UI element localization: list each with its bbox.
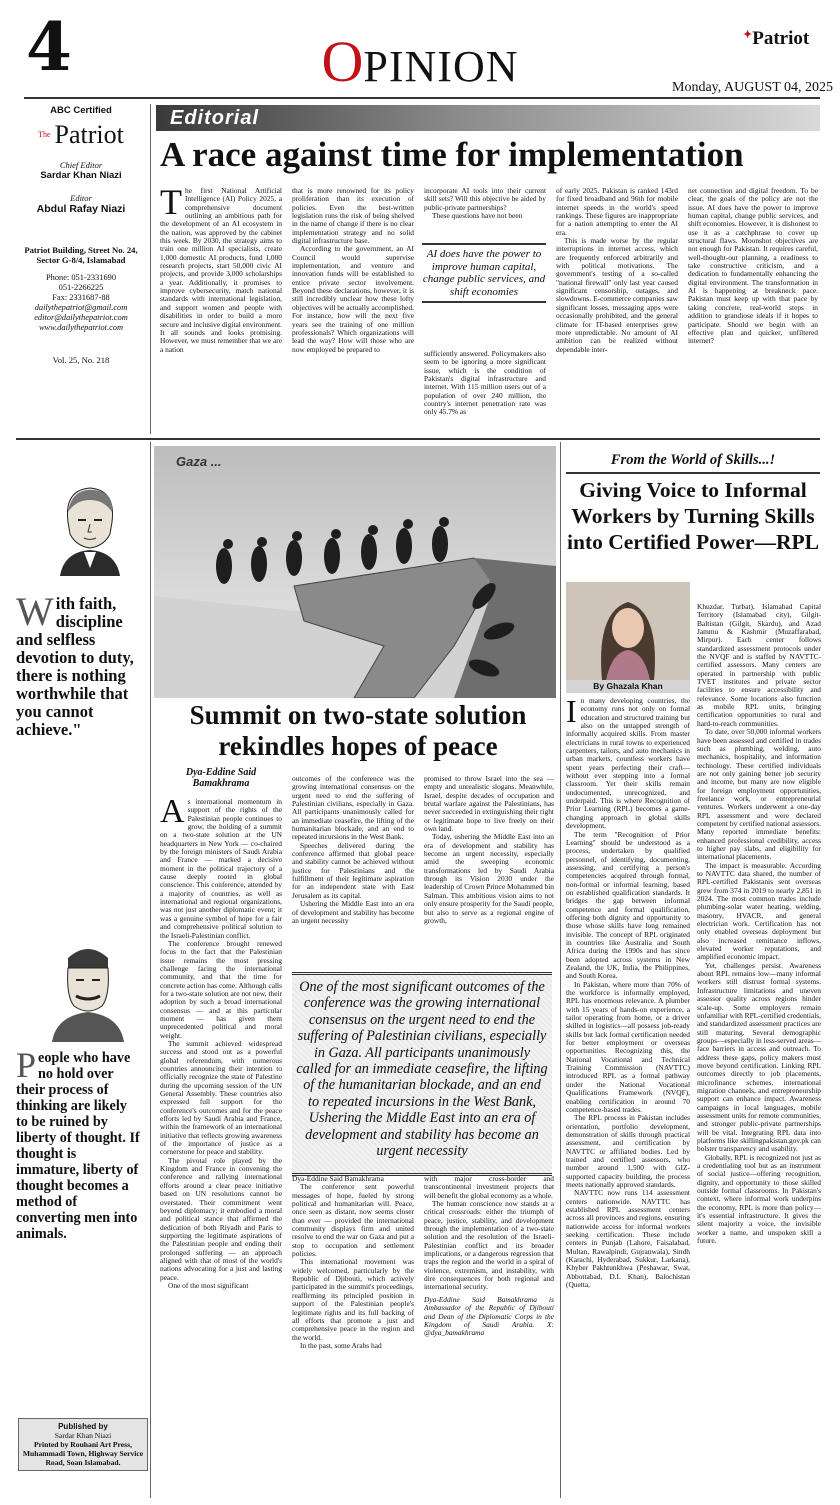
contact-line: Fax: 2331687-88 [52,293,110,302]
article-paragraph: Speeches delivered during the conference affirmed that global peace and stability cannot be achieved without justice for Palestinians and the fulfillment of their legitimate aspiration for an independent state with East Jerusalem as its capital. [292,840,414,900]
volume-info: Vol. 25, No. 218 [52,355,110,365]
article-paragraph: that is more renowned for its policy proliferation than its execution of policies. Even the best-written legislation runs the risk of being shelved in the name of change if there is no clear implementation strategy and no solid digital infrastructure base. [292,186,414,246]
masthead-logo-name: Patriot [54,120,124,149]
abc-certified: ABC Certified [50,105,112,116]
quote-jinnah [16,589,140,739]
publisher-name: Sardar Khan Niazi [54,1431,112,1440]
quote-initial: W [16,589,54,634]
skills-byline: By Ghazala Khan [566,680,690,693]
office-address [16,245,146,265]
article-paragraph: The RPL process in Pakistan includes orientation, portfolio development, demonstration of skills through practical assessment, and certification by NAVTTC or affiliated bodies. Led by trained and certified assessors, who number around 1,500 with GIZ-supported capacity building, the process meets nationally approved standards. [566,1113,690,1189]
article-paragraph: NAVTTC now runs 114 assessment centers nationwide. NAVTTC has established RPL assessment centers across all provinces and regions, ensuring nationwide access for informal workers seeking certification. These include centers in Punjab (Lahore, Faisalabad, Multan, Rawalpindi, Gujranwala), Sindh (Karachi, Hyderabad, Sukkur, Larkana), Khyber Pakhtunkhwa (Peshawar, Swat, Abbottabad, D.I. Khan), Balochistan (Quetta, [566,1188,690,1290]
contact-line: 051-2266225 [58,283,104,292]
cartoon-caption: Gaza ... [176,454,222,469]
article-paragraph: The pivotal role played by the Kingdom and France in convening the conference and rallying international efforts around a clear peace initiative based on UN resolutions cannot be overstated. Their commitment went beyond diplomacy; it embodied a moral and political stance that affirmed the dedication of both Riyadh and Paris to supporting the legitimate aspirations of the Palestinian people and ending their prolonged suffering — an approach aligned with that of most of the world's nations advocating for a just and lasting peace. [160,1155,282,1282]
article-paragraph: The conference sent powerful messages of hope, fueled by strong political and humanitarian will. Peace, once seen as distant, now seems closer than ever — provided the international community displays firm and united resolve to end the war on Gaza and put a stop to occupation and settlement policies. [292,1182,414,1259]
summit-column-3 [424,775,554,925]
article-paragraph: sufficiently answered. Policymakers also seem to be ignoring a more significant issue, which is the condition of Pakistan's digital infrastructure and internet. With 115 million users out of a population of over 240 million, the country's internet penetration rate was only 45.7% as [424,349,546,417]
paper-logo-mark: ✦ [743,29,753,41]
quote-iqbal [16,1045,142,1242]
quote-initial: P [16,1045,37,1085]
article-paragraph: of early 2025. Pakistan is ranked 143rd for fixed broadband and 96th for mobile internet speeds in the world's speed rankings. These figures are inappropriate for a nation attempting to enter the AI era. [556,186,678,237]
center-divider [560,442,561,1498]
summit-headline: Summit on two-state solution rekindles hopes of peace [189,700,527,761]
contact-line: dailythepatriot@gmail.com [34,303,128,312]
article-paragraph: In Pakistan, where more than 70% of the workforce is informally employed, RPL has enormous relevance. A plumber with 15 years of hands-on experience, a tailor operating from home, or a driver skilled in logistics—all possess job-ready skills but lack formal certification needed for better employment or overseas opportunities. Recognizing this, the National Vocational and Technical Training Commission (NAVTTC) introduced RPL as a formal pathway under the National Vocational Qualifications Framework (NVQF), enabling certification in around 70 competence-based trades. [566,979,690,1114]
editorial-column-3 [424,187,546,220]
editorial-column-5 [688,187,818,346]
quote-text: ith faith, discipline and selfless devotion to duty, there is nothing worthwhile that you cannot achieve." [16,594,134,739]
skills-kicker: From the World of Skills...! [566,452,820,474]
summit-byline: Dya-Eddine Said Bamakhrama [185,767,257,789]
author-photo [566,582,690,680]
summit-column-2 [292,775,414,925]
masthead-logo [16,122,146,152]
article-paragraph: To date, over 50,000 informal workers have been assessed and certified in trades such as plumbing, welding, auto mechanics, hospitality, and information technology. These certified individuals are not only gaining better job security and income, but many are now eligible for foreign employment opportunities, freelance work, or entrepreneurial ventures. Workers underwent a one-day RPL assessment and were declared competent by certified national assessors. Many reported immediate benefits: enhanced professional credibility, access to higher pay slabs, and eligibility for international placements. [697,727,821,862]
article-paragraph: he first National Artificial Intelligence (AI) Policy 2025, a comprehensive document outlining an ambitious path for the development of an AI ecosystem in the nation, was approved by the cabinet this week. By 2030, the strategy aims to train one million AI specialists, create 1,000 domestic AI products, fund 1,000 research projects, start 50,000 civic AI projects, and provide 3,000 scholarships a year. Additionally, it promises to improve cybersecurity, match national standards with international legislation, and support women and people with disabilities in order to build a more secure and inclusive digital environment. It all sounds and looks promising. However, we must remember that we are a nation [160,186,282,354]
editorial-pull-quote: AI does have the power to improve human capital, change public services, and shift economies [422,243,546,303]
article-paragraph: According to the government, an AI Council would supervise implementation, and venture and innovation funds will be established to entice private sector involvement. Beyond these declarations, however, it is still incredibly unclear how these lofty objectives will be actually accomplished. For instance, how will the next five years see the training of one million professionals? Which organizations will lead the way? How will those who are now employed be prepared to [292,244,414,354]
editorial-column-2 [292,187,414,354]
address-line: Patriot Building, Street No. 24, [24,245,138,255]
skills-column-1 [566,693,690,1290]
article-paragraph: Dya-Eddine Said Bamakhrama [292,1174,384,1183]
editorial-column-3-cont [424,350,546,417]
contact-line: editor@dailythepatriot.com [34,313,128,322]
editorial-column-4 [556,187,678,354]
section-title-cap: O [321,29,364,94]
article-paragraph: Khuzdar, Turbat), Islamabad Capital Territory (Islamabad city), Gilgit-Baltistan (Gilgit, Skardu), and Azad Jammu & Kashmir (Muzaffarabad, Mirpur). Each center follows standardized assessment protocols under the NVQF and is staffed by NAVTTC-certified assessors. Many centers are operated in partnership with public TVET institutes and private sector facilities to ensure accessibility and relevance. Some locations also function as mobile RPL units, bringing certification opportunities to rural and hard-to-reach communities. [697,602,821,728]
paper-logo-small [743,28,809,50]
article-paragraph: promised to throw Israel into the sea — empty and unrealistic slogans. Meanwhile, Israel, despite decades of occupation and brutal warfare against the Palestinians, has never succeeded in extinguishing their right or legitimate hope to live freely on their own land. [424,774,554,834]
summit-column-1 [160,793,282,1290]
article-paragraph: The summit achieved widespread success and stood out as a powerful global referendum, with numerous countries announcing their intention to officially recognize the state of Palestine during the upcoming session of the UN General Assembly. These countries also expressed full support for the conference's outcomes and for the peace efforts led by Saudi Arabia and France, within the framework of an international initiative that reflects growing awareness of the importance of justice as a cornerstone for peace and stability. [160,1038,282,1157]
page-number: 4 [26,8,72,86]
portrait-iqbal [48,940,128,1042]
editorial-headline: A race against time for implementation [160,135,744,174]
article-paragraph: Yet, challenges persist. Awareness about RPL remains low—many informal workers still distrust formal systems. Infrastructure limitations and uneven assessor quality across regions hinder scale-up. Some employers remain unfamiliar with RPL-certified credentials, and standardized assessment practices are still maturing. Several demographic groups—especially in less-served areas—face barriers in access and outreach. To address these gaps, policy makers must move beyond certification. Linking RPL outcomes directly to job placements, microfinance schemes, international migration channels, and entrepreneurship support can enhance impact. Awareness campaigns in local languages, mobile assessment units for remote communities, and stronger public-private partnerships will be vital. Integrating RPL data into platforms like skillingpakistan.gov.pk can bolster transparency and usability. [697,960,821,1154]
article-paragraph: with major cross-border and transcontinental investment projects that will benefit the global economy as a whole. [424,1174,554,1200]
article-paragraph: In the past, some Arabs had [300,1340,382,1350]
article-paragraph: net connection and digital freedom. To be clear, the goals of the policy are not the issue. AI does have the power to improve human capital, change public services, and shift economies. However, it is dishonest to use it as a catchphrase to cover up structural flaws. Moonshot objectives are not enough for Pakistan. It requires careful, well-thought-out planning, a readiness to take constructive criticism, and a dedication to fundamentally enhancing the digital environment. The transformation in AI is happening at breakneck pace. Pakistan must keep up with that pace by taking concrete, real-world steps in addition to grandiose ideals if it hopes to participate. Should we begin with an effective plan and quicker, unfiltered internet? [688,186,818,346]
issue-date: Monday, AUGUST 04, 2025 [672,80,834,95]
article-paragraph: Ushering the Middle East into an era of development and stability has become an urgent necessity [292,899,414,925]
chief-editor-label: Chief Editor [59,160,103,170]
masthead [16,105,146,365]
article-paragraph: The term "Recognition of Prior Learning" should be understood as a process, undertaken by qualified personnel, of identifying, documenting, assessing, and certifying a person's competencies acquired through formal, non-formal or informal learning, based on established qualification standards. It bridges the gap between informal competence and formal qualification, offering both dignity and opportunity to those whose skills have long remained invisible. The concept of RPL originated in countries like Australia and South Africa during the 1990s and has since been adopted across systems in New Zealand, the UK, India, the Philippines, and South Korea. [566,829,690,981]
editor-name: Abdul Rafay Niazi [36,203,126,215]
left-column-divider [150,442,151,1498]
article-paragraph: This is made worse by the regular interruptions in internet access, which are frequently enforced arbitrarily and with political motivations. The government's testing of a so-called "national firewall" only last year caused significant censorship, outages, and slowdowns. E-commerce companies saw significant losses, messaging apps were occasionally prohibited, and the general climate for IT-based enterprises grew more unpredictable. No amount of AI ambition can be realized without dependable inter- [556,236,678,354]
chief-editor-name: Sardar Khan Niazi [40,170,122,181]
article-paragraph: The impact is measurable. According to NAVTTC data shared, the number of RPL-certified Pakistanis sent overseas grew from 374 in 2019 to nearly 2,851 in 2024. The most common trades include plumbing-solar water heating, welding, masonry, HVACR, and general electrician work. Certification has not only enabled overseas deployment but also increased remittance inflows, elevated worker reputations, and amplified economic impact. [697,860,821,962]
article-paragraph: The human conscience now stands at a critical crossroads: either the triumph of peace, justice, stability, and development through the implementation of a two-state solution and the resolution of the Israeli-Palestinian conflict and its broader implications, or a dangerous regression that traps the region and the world in a spiral of violence, extremism, and instability, with dire consequences for both regional and international security. [424,1199,554,1292]
drop-cap: A [160,793,185,830]
article-paragraph: outcomes of the conference was the growing international consensus on the urgent need to end the suffering of Palestinian civilians, especially in Gaza. All participants unanimously called for an immediate ceasefire, the lifting of the humanitarian blockade, and an end to repeated incursions in the West Bank. [292,774,414,842]
publisher-label: Published by [58,1422,108,1431]
article-paragraph: This international movement was widely welcomed, particularly by the Republic of Djibouti, which actively participated in the summit's proceedings, reaffirming its principled position in support of the Palestinian people's legitimate rights and its full backing of all efforts that promote a just and comprehensive peace in the region and the world. [292,1257,414,1342]
author-note: Dya-Eddine Said Bamakhrama is Ambassador of the Republic of Djibouti and Dean of the Diplomatic Corps in the Kingdom of Saudi Arabia. X: @dya_bamakhrama [424,1294,554,1338]
editorial-label: Editorial [170,107,260,129]
publisher-box [18,1418,148,1471]
paper-logo-text: Patriot [752,28,810,49]
article-paragraph: One of the most significant [168,1280,249,1290]
article-paragraph: These questions have not been [432,211,523,221]
masthead-logo-small: The [38,130,51,139]
cartoon-gaza [154,446,556,698]
article-paragraph: incorporate AI tools into their current skill sets? Will this objective be aided by public-private partnerships? [424,186,546,212]
contact-line: Phone: 051-2331690 [45,273,117,282]
summit-column-3-cont [424,1175,554,1338]
header-rule [24,97,820,99]
article-paragraph: s international momentum in support of the rights of the Palestinian people continues to grow, the holding of a summit on a two-state solution at the UN headquarters in New York — co-chaired by the foreign ministers of Saudi Arabia and France — marked a decisive moment in the political trajectory of a cause deeply rooted in global conscience. This conference, attended by a majority of countries, as well as international and regional organizations, was not just another diplomatic event; it was a genuine symbol of hope for a fair and comprehensive political solution to the Israeli-Palestinian conflict. [160,797,282,940]
contact-info [16,273,146,333]
address-line: Sector G-8/4, Islamabad [36,255,126,265]
portrait-jinnah [54,482,126,576]
editorial-column-1 [160,182,282,354]
summit-pull-quote: One of the most significant outcomes of the conference was the growing international consensus on the urgent need to end the suffering of Palestinian civilians, especially in Gaza. All participants unanimously called for an immediate ceasefire, the lifting of the humanitarian blockade, and an end to repeated incursions in the West Bank, Ushering the Middle East into an era of development and stability has become an urgent necessity [292,972,552,1176]
skills-headline: Giving Voice to Informal Workers by Turning Skills into Certified Power—RPL [567,478,819,554]
article-paragraph: n many developing countries, the economy runs not only on formal education and structured training but also on the untapped strength of informally acquired skills. From master electricians in rural towns to experienced carpenters, tailors, and auto mechanics in urban markets, countless workers have spent years perfecting their craft—without ever stepping into a formal classroom. Yet their skills remain undocumented, unrecognized, and underpaid. This is where Recognition of Prior Learning (RPL) becomes a game-changing approach in global skills development. [566,696,690,831]
skills-column-2 [697,603,821,1245]
contact-line: www.dailythepatriot.com [38,323,124,332]
summit-column-2-cont [292,1175,414,1350]
section-title-rest: PINION [363,42,519,91]
section-rule [16,438,820,440]
quote-text: eople who have no hold over their process of thinking are likely to be ruined by liberty of thought. If thought is immature, liberty of thought becomes a method of converting men into animals. [16,1050,140,1242]
article-paragraph: Today, ushering the Middle East into an era of development and stability has become an urgent necessity, especially amid the sweeping economic transformations led by Saudi Arabia through its Vision 2030 under the leadership of Crown Prince Mohammed bin Salman. This ambitious vision aims to not only ensure prosperity for the Saudi people, but also to serve as a regional engine of growth, [424,832,554,925]
article-paragraph: The conference brought renewed focus to the fact that the Palestinian issue remains the most pressing challenge facing the international community, and that the time for concrete action has come. Although calls for a two-state solution are not new, their adoption by such a broad international consensus — and at this particular moment — has given them unprecedented political and moral weight. [160,938,282,1040]
masthead-divider [150,104,151,434]
drop-cap: I [566,693,577,729]
drop-cap: T [160,182,182,222]
editor-label: Editor [70,193,92,203]
printer-info: Printed by Rouhani Art Press, Muhammadi Town, Highway Service Road, Soan Islamabad. [22,1440,144,1467]
article-paragraph: Globally, RPL is recognized not just as a credentialing tool but as an instrument of social justice—offering recognition, dignity, and opportunity to those skilled outside formal classrooms. In Pakistan's context, where informal work underpins the economy, RPL is more than policy—it's essential infrastructure. It gives the silent majority a voice, the invisible worker a name, and unspoken skill a future. [697,1152,821,1246]
